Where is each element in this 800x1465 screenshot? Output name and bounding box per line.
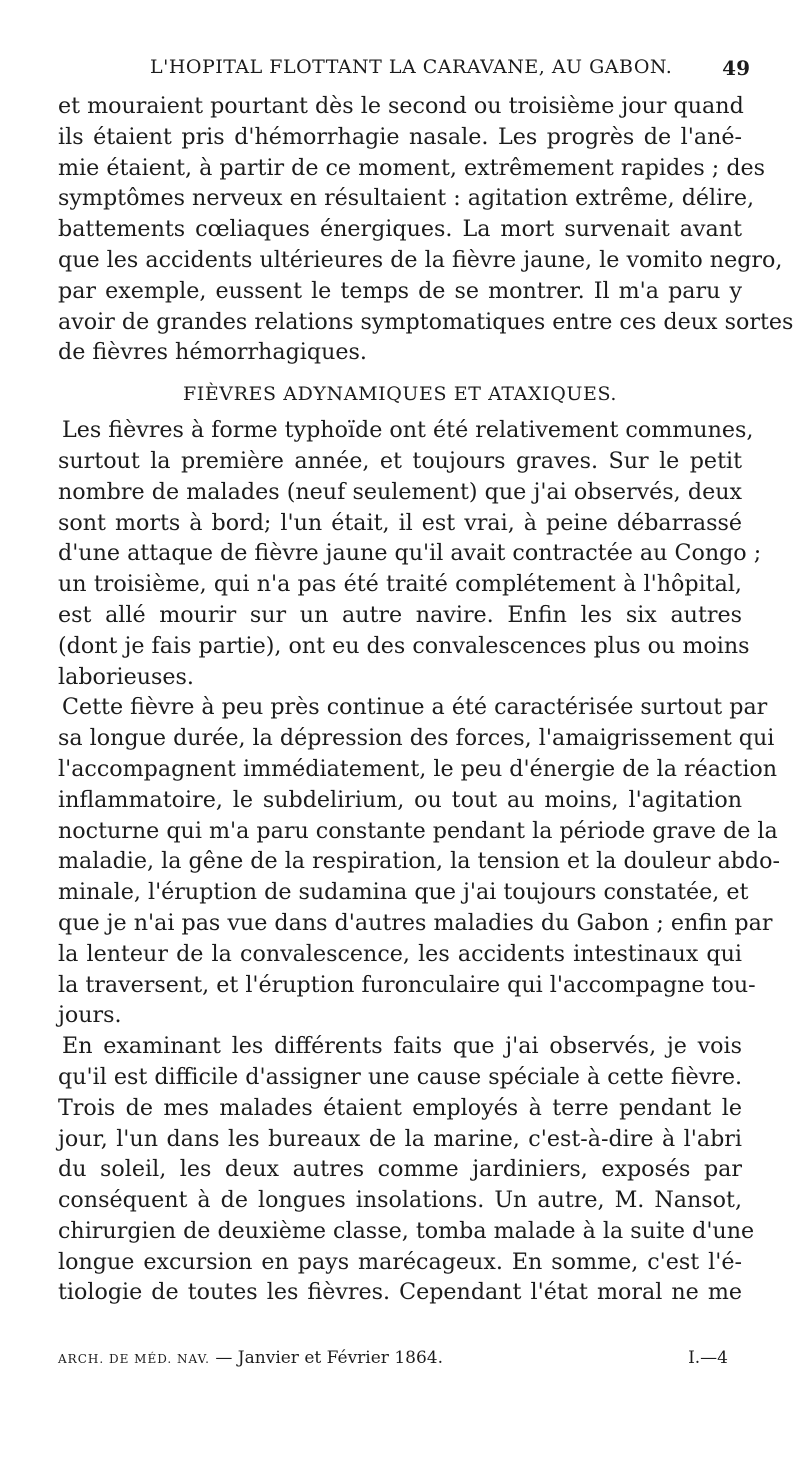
text-line: par exemple, eussent le temps de se montrer. Il m'a paru y [58, 277, 742, 304]
text-line: avoir de grandes relations symptomatiques entre ces deux sortes [58, 308, 794, 335]
page-number: 49 [722, 56, 750, 80]
text-line: conséquent à de longues insolations. Un autre, M. Nansot, [58, 1187, 742, 1214]
page-body [58, 91, 794, 1308]
text-line: longue excursion en pays marécageux. En somme, c'est l'é- [58, 1248, 742, 1275]
text-line: du soleil, les deux autres comme jardiniers, exposés par [58, 1156, 742, 1183]
text-line: et mouraient pourtant dès le second ou troisième jour quand [58, 93, 744, 119]
text-line: Trois de mes malades étaient employés à terre pendant le [58, 1094, 742, 1121]
text-line: que les accidents ultérieures de la fièvre jaune, le vomito negro, [58, 246, 783, 273]
text-line: l'accompagnent immédiatement, le peu d'énergie de la réaction [58, 755, 778, 782]
text-line: la lenteur de la convalescence, les accidents intestinaux qui [58, 940, 742, 967]
text-line: que je n'ai pas vue dans d'autres maladies du Gabon ; enfin par [58, 909, 773, 936]
text-line: Les fièvres à forme typhoïde ont été relativement communes, [62, 417, 754, 444]
text-line: laborieuses. [58, 663, 194, 690]
text-line: qu'il est difficile d'assigner une cause spéciale à cette fièvre. [58, 1063, 743, 1090]
text-line: symptômes nerveux en résultaient : agitation extrême, délire, [58, 185, 755, 212]
text-line: mie étaient, à partir de ce moment, extrêmement rapides ; des [58, 154, 766, 181]
text-line: de fièvres hémorrhagiques. [58, 339, 367, 366]
text-line: sa longue durée, la dépression des forces, l'amaigrissement qui [58, 725, 775, 752]
text-line: nombre de malades (neuf seulement) que j'ai observés, deux [58, 478, 742, 505]
text-line: d'une attaque de fièvre jaune qu'il avait contractée au Congo ; [58, 540, 762, 567]
journal-source [58, 1348, 443, 1368]
paragraph-fever-characteristics [58, 692, 780, 1031]
text-line: nocturne qui m'a paru constante pendant la période grave de la [58, 817, 778, 844]
running-title: L'HOPITAL FLOTTANT LA CARAVANE, AU GABON. [150, 56, 673, 78]
text-line: la traversent, et l'éruption furonculaire qui l'accompagne tou- [58, 971, 756, 998]
text-line: jour, l'un dans les bureaux de la marine, c'est-à-dire à l'abri [58, 1125, 742, 1152]
text-line: Cette fièvre à peu près continue a été caractérisée surtout par [62, 694, 768, 721]
text-line: tiologie de toutes les fièvres. Cependant l'état moral ne me [58, 1279, 742, 1306]
text-line: battements cœliaques énergiques. La mort survenait avant [58, 216, 742, 243]
page-footer [58, 1348, 748, 1378]
text-line: est allé mourir sur un autre navire. Enfin les six autres [58, 601, 742, 628]
paragraph-typhoid-fevers [58, 415, 762, 692]
text-line: chirurgien de deuxième classe, tomba malade à la suite d'une [58, 1217, 755, 1244]
text-line: minale, l'éruption de sudamina que j'ai toujours constatée, et [58, 879, 749, 906]
printer-signature: I.—4 [688, 1348, 728, 1368]
paragraph-continued [58, 91, 794, 368]
journal-date: — Janvier et Février 1864. [215, 1348, 443, 1368]
text-line: (dont je fais partie), ont eu des convalescences plus ou moins [58, 632, 750, 659]
page-header [60, 56, 750, 90]
text-line: un troisième, qui n'a pas été traité complétement à l'hôpital, [58, 571, 742, 598]
text-line: inflammatoire, le subdelirium, ou tout au moins, l'agitation [58, 786, 742, 813]
paragraph-etiology [58, 1031, 755, 1308]
text-line: sont morts à bord; l'un était, il est vrai, à peine débarrassé [58, 509, 742, 536]
text-line: jours. [58, 1002, 122, 1029]
text-line: En examinant les différents faits que j'ai observés, je vois [62, 1033, 742, 1060]
text-line: ils étaient pris d'hémorrhagie nasale. Les progrès de l'ané- [58, 123, 742, 150]
section-heading: FIÈVRES ADYNAMIQUES ET ATAXIQUES. [182, 383, 618, 406]
text-line: surtout la première année, et toujours graves. Sur le petit [58, 447, 742, 474]
journal-abbrev: ARCH. DE MÉD. NAV. [58, 1352, 210, 1366]
text-line: maladie, la gêne de la respiration, la tension et la douleur abdo- [58, 848, 780, 875]
